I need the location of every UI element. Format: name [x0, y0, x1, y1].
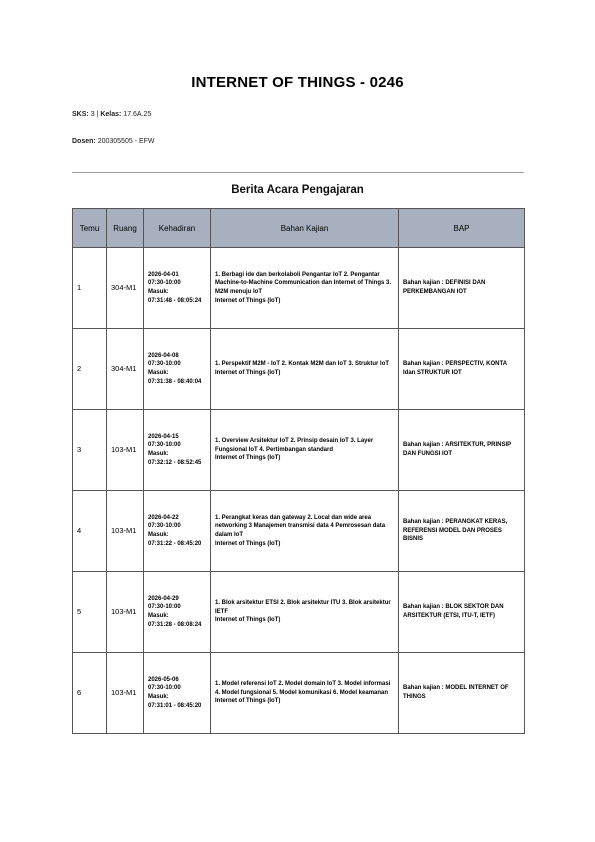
bahan-kajian-text: 1. Perangkat keras dan gateway 2. Local dan wide area networking 3 Manajemen transmisi data 4 Pemrosesan data dalam IoT: [215, 514, 386, 538]
kehadiran-date: 2026-04-08: [148, 352, 179, 359]
temu-cell: 1: [73, 248, 107, 329]
ruang-cell: 103-M1: [107, 491, 144, 572]
kehadiran-masuk-label: Masuk:: [148, 613, 169, 619]
bap-cell: Bahan kajian : PERSPECTIV, KONTA Idan STRUKTUR IOT: [399, 329, 525, 410]
ruang-cell: 103-M1: [107, 653, 144, 734]
temu-cell: 5: [73, 572, 107, 653]
temu-cell: 4: [73, 491, 107, 572]
kehadiran-date: 2026-04-01: [148, 271, 179, 278]
kehadiran-cell: [144, 491, 211, 572]
temu-cell: 3: [73, 410, 107, 491]
separator: |: [96, 111, 99, 118]
kehadiran-masuk-label: Masuk:: [148, 694, 169, 700]
kehadiran-time: 07:30-10:00: [148, 361, 181, 368]
ruang-cell: 103-M1: [107, 572, 144, 653]
sks-label: SKS:: [72, 111, 89, 118]
kehadiran-cell: [144, 410, 211, 491]
bap-cell: Bahan kajian : DEFINISI DAN PERKEMBANGAN IOT: [399, 248, 525, 329]
ruang-cell: 304-M1: [107, 248, 144, 329]
kehadiran-time: 07:30-10:00: [148, 604, 181, 611]
ruang-cell: 103-M1: [107, 410, 144, 491]
kehadiran-masuk-label: Masuk:: [148, 532, 169, 538]
bap-cell: Bahan kajian : BLOK SEKTOR DAN ARSITEKTUR (ETSI, ITU-T, IETF): [399, 572, 525, 653]
kehadiran-time: 07:30-10:00: [148, 685, 181, 692]
bahan-kajian-text: 1. Model referensi IoT 2. Model domain IoT 3. Model informasi 4. Model fungsional 5. Model komunikasi 6. Model keamanan: [215, 680, 391, 696]
col-header-temu: Temu: [73, 209, 107, 248]
bahan-kajian-text: 1. Perspektif M2M - IoT 2. Kontak M2M dan IoT 3. Struktur IoT: [215, 361, 390, 368]
kehadiran-masuk-time: 07:31:48 - 08:05:24: [148, 297, 202, 304]
bahan-kajian-course: Internet of Things (IoT): [215, 617, 281, 624]
table-row: [73, 572, 525, 653]
bahan-kajian-text: 1. Overview Arsitektur IoT 2. Prinsip desain IoT 3. Layer Fungsional IoT 4. Pertimbangan standard: [215, 437, 374, 453]
bahan-kajian-course: Internet of Things (IoT): [215, 297, 281, 304]
temu-cell: 6: [73, 653, 107, 734]
bahan-kajian-text: 1. Berbagi ide dan berkolaboli Pengantar IoT 2. Pengantar Machine-to-Machine Communication dan Internet of Things 3. M2M menuju IoT: [215, 271, 392, 295]
kehadiran-cell: [144, 572, 211, 653]
lecturer-info: [72, 138, 155, 145]
table-row: [73, 329, 525, 410]
col-header-bahan-kajian: Bahan Kajian: [211, 209, 399, 248]
kehadiran-date: 2026-04-22: [148, 514, 179, 521]
kehadiran-time: 07:30-10:00: [148, 523, 181, 530]
table-row: [73, 491, 525, 572]
bahan-kajian-cell: [211, 572, 399, 653]
kelas-label: Kelas:: [100, 111, 122, 118]
bap-cell: Bahan kajian : PERANGKAT KERAS, REFERENSI MODEL DAN PROSES BISNIS: [399, 491, 525, 572]
table-row: [73, 248, 525, 329]
divider: [72, 172, 524, 173]
bahan-kajian-course: Internet of Things (IoT): [215, 698, 281, 705]
kehadiran-masuk-time: 07:32:12 - 08:52:45: [148, 459, 202, 466]
bahan-kajian-course: Internet of Things (IoT): [215, 455, 281, 462]
table-row: [73, 410, 525, 491]
col-header-bap: BAP: [399, 209, 525, 248]
kehadiran-cell: [144, 329, 211, 410]
kehadiran-masuk-time: 07:31:22 - 08:45:20: [148, 540, 202, 547]
bap-cell: Bahan kajian : MODEL INTERNET OF THINGS: [399, 653, 525, 734]
kehadiran-masuk-time: 07:31:28 - 08:08:24: [148, 621, 202, 628]
bahan-kajian-cell: [211, 410, 399, 491]
table-row: [73, 653, 525, 734]
bap-cell: Bahan kajian : ARSITEKTUR, PRINSIP DAN FUNGSI IOT: [399, 410, 525, 491]
kehadiran-date: 2026-04-29: [148, 595, 179, 602]
kehadiran-masuk-label: Masuk:: [148, 370, 169, 376]
table-header-row: [73, 209, 525, 248]
kehadiran-cell: [144, 248, 211, 329]
kehadiran-masuk-label: Masuk:: [148, 289, 169, 295]
sks-value: 3: [90, 111, 95, 118]
col-header-kehadiran: Kehadiran: [144, 209, 211, 248]
kehadiran-time: 07:30-10:00: [148, 280, 181, 287]
section-title: Berita Acara Pengajaran: [231, 184, 364, 196]
kehadiran-cell: [144, 653, 211, 734]
kehadiran-masuk-time: 07:31:38 - 08:40:04: [148, 378, 202, 385]
kehadiran-masuk-time: 07:31:01 - 08:45:20: [148, 702, 202, 709]
bahan-kajian-course: Internet of Things (IoT): [215, 370, 281, 376]
bahan-kajian-cell: [211, 329, 399, 410]
bahan-kajian-course: Internet of Things (IoT): [215, 540, 281, 547]
bahan-kajian-cell: [211, 248, 399, 329]
kehadiran-time: 07:30-10:00: [148, 442, 181, 449]
bahan-kajian-cell: [211, 653, 399, 734]
dosen-value: 200305505 - EFW: [97, 138, 155, 145]
bap-table: [72, 208, 525, 734]
temu-cell: 2: [73, 329, 107, 410]
col-header-ruang: Ruang: [107, 209, 144, 248]
page-title: INTERNET OF THINGS - 0246: [191, 74, 404, 91]
bahan-kajian-text: 1. Blok arsitektur ETSI 2. Blok arsitektur ITU 3. Blok arsitektur IETF: [215, 599, 391, 615]
bahan-kajian-cell: [211, 491, 399, 572]
course-info: [72, 111, 151, 118]
kehadiran-date: 2026-05-06: [148, 676, 179, 683]
kehadiran-masuk-label: Masuk:: [148, 451, 169, 457]
dosen-label: Dosen:: [72, 138, 96, 145]
kehadiran-date: 2026-04-15: [148, 433, 179, 440]
kelas-value: 17.6A.25: [123, 111, 152, 118]
ruang-cell: 304-M1: [107, 329, 144, 410]
